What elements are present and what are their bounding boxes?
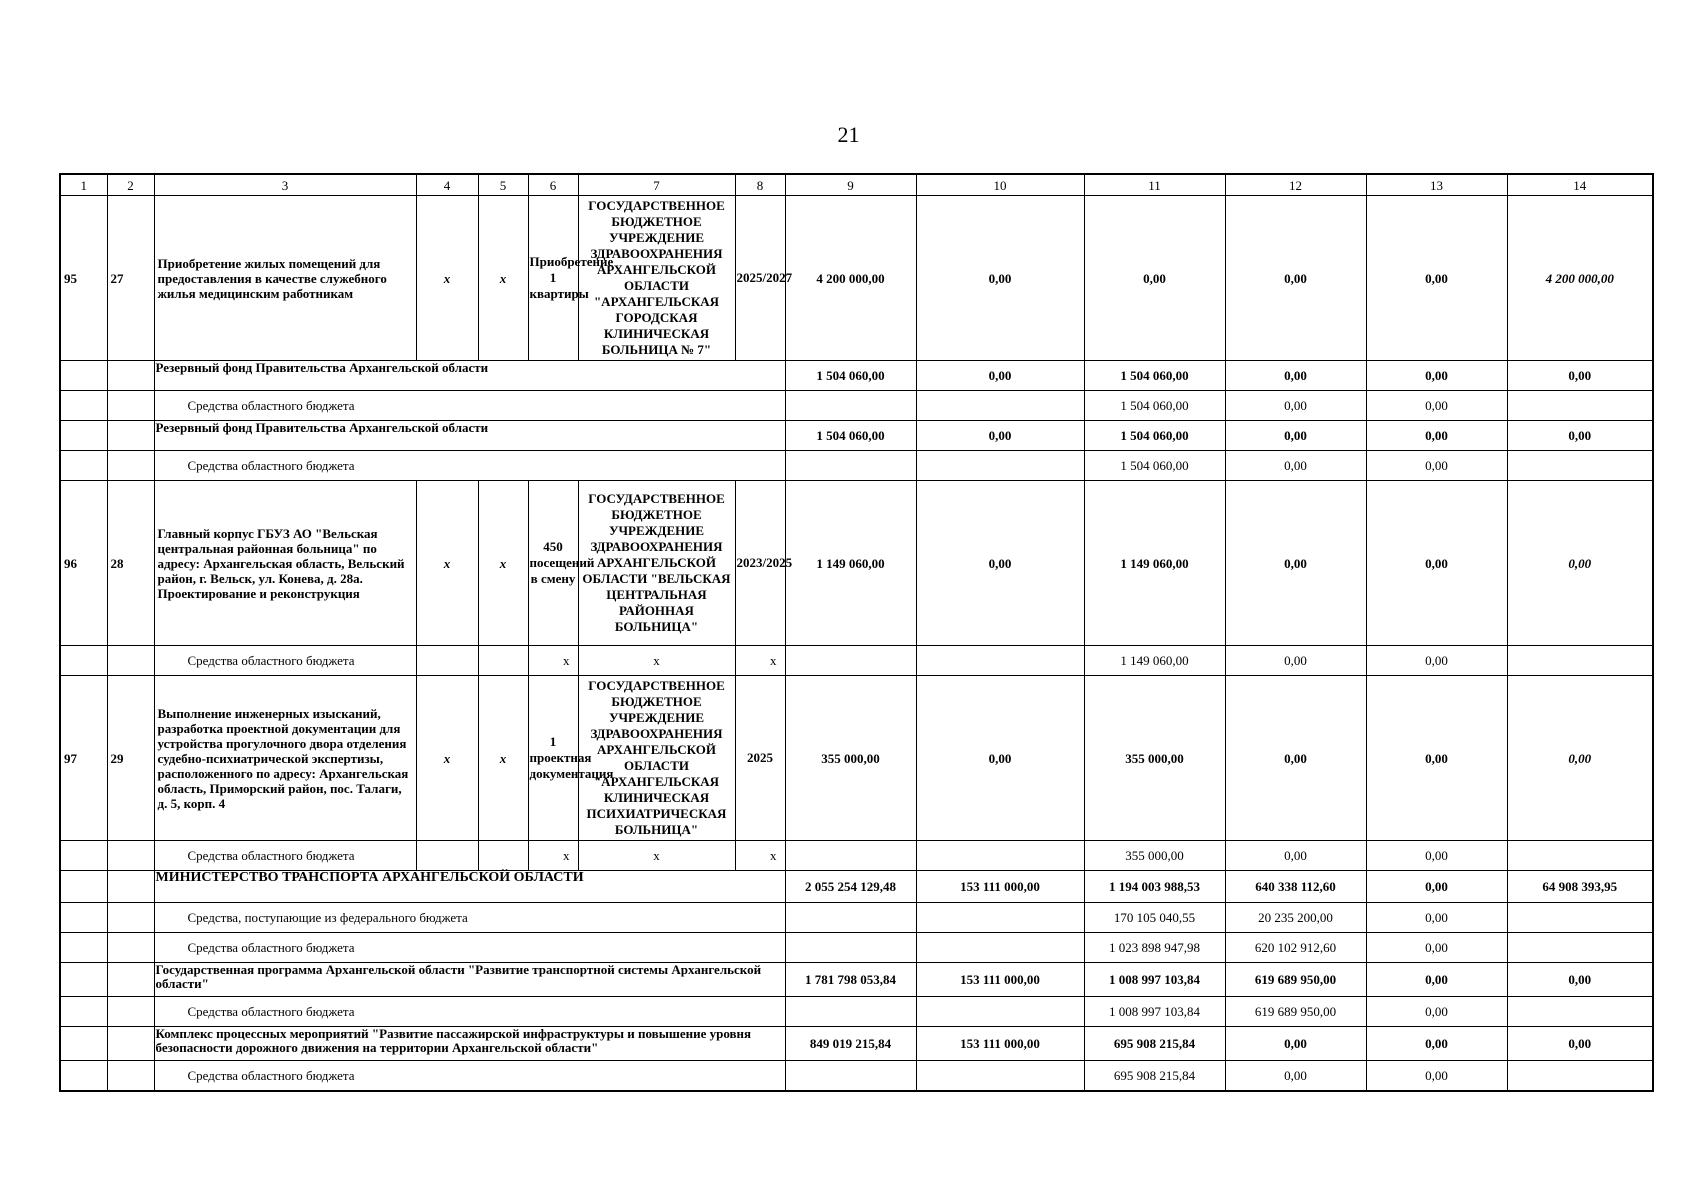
value-col-9: 1 781 798 053,84: [785, 963, 916, 997]
table-row-budget-source: [60, 391, 1653, 421]
col-header-6: 6: [528, 174, 578, 196]
value-col-13: 0,00: [1366, 646, 1507, 676]
col-header-13: 13: [1366, 174, 1507, 196]
value-col-11: 0,00: [1084, 196, 1225, 361]
value-col-9: 849 019 215,84: [785, 1027, 916, 1061]
value-col-11: 1 008 997 103,84: [1084, 997, 1225, 1027]
col-header-8: 8: [735, 174, 785, 196]
value-col-11: 1 149 060,00: [1084, 646, 1225, 676]
table-row-reserve-fund: [60, 421, 1653, 451]
value-col-12: 640 338 112,60: [1225, 871, 1366, 903]
row-sub-number: 28: [107, 481, 154, 646]
object-name: Выполнение инженерных изысканий, разработка проектной документации для устройства прогулочного двора отделения судебно-психиатрической экспертизы, расположенного по адресу: Архангельская область, Приморский район, пос. Талаги, д. 5, корп. 4: [154, 676, 416, 841]
value-col-10: 0,00: [916, 481, 1084, 646]
row-number: 96: [60, 481, 107, 646]
value-col-11: 1 008 997 103,84: [1084, 963, 1225, 997]
value-col-13: 0,00: [1366, 903, 1507, 933]
col-header-2: 2: [107, 174, 154, 196]
source-label: Средства областного бюджета: [154, 1061, 785, 1092]
section-label: Резервный фонд Правительства Архангельской области: [154, 361, 785, 391]
source-label: Средства областного бюджета: [154, 391, 785, 421]
value-col-13: 0,00: [1366, 1027, 1507, 1061]
budget-table: [59, 173, 1654, 1092]
col-header-5: 5: [478, 174, 528, 196]
value-col-13: 0,00: [1366, 963, 1507, 997]
source-label: Средства областного бюджета: [154, 646, 416, 676]
value-col-13: 0,00: [1366, 933, 1507, 963]
section-label: Резервный фонд Правительства Архангельской области: [154, 421, 785, 451]
value-col-14: 0,00: [1507, 676, 1653, 841]
value-col-14: 0,00: [1507, 963, 1653, 997]
budget-table-container: [59, 173, 1652, 1092]
column-number-header-row: [60, 174, 1653, 196]
col-header-14: 14: [1507, 174, 1653, 196]
value-col-12: 0,00: [1225, 391, 1366, 421]
value-col-12: 0,00: [1225, 481, 1366, 646]
value-col-12: 0,00: [1225, 646, 1366, 676]
value-col-13: 0,00: [1366, 421, 1507, 451]
period: 2025/2027: [735, 196, 785, 361]
value-col-11: 170 105 040,55: [1084, 903, 1225, 933]
value-col-11: 1 504 060,00: [1084, 391, 1225, 421]
cell-x: x: [528, 841, 578, 871]
value-col-13: 0,00: [1366, 361, 1507, 391]
capacity: 450 посещений в смену: [528, 481, 578, 646]
col-header-12: 12: [1225, 174, 1366, 196]
value-col-10: 0,00: [916, 361, 1084, 391]
col-header-1: 1: [60, 174, 107, 196]
value-col-14: 0,00: [1507, 421, 1653, 451]
col-header-9: 9: [785, 174, 916, 196]
cell-x: x: [416, 481, 478, 646]
period: 2023/2025: [735, 481, 785, 646]
object-name: Главный корпус ГБУЗ АО "Вельская центральная районная больница" по адресу: Архангельская область, Вельский район, г. Вельск, ул. Конева, д. 28а. Проектирование и реконструкция: [154, 481, 416, 646]
row-number: 95: [60, 196, 107, 361]
object-name: Приобретение жилых помещений для предоставления в качестве служебного жилья медицинским работникам: [154, 196, 416, 361]
value-col-11: 355 000,00: [1084, 676, 1225, 841]
value-col-10: 153 111 000,00: [916, 871, 1084, 903]
value-col-10: 0,00: [916, 196, 1084, 361]
value-col-9: 2 055 254 129,48: [785, 871, 916, 903]
source-label: Средства, поступающие из федерального бюджета: [154, 903, 785, 933]
table-row-ministry: [60, 871, 1653, 903]
table-row-96: [60, 481, 1653, 646]
col-header-7: 7: [578, 174, 735, 196]
row-sub-number: 27: [107, 196, 154, 361]
table-row-complex: [60, 1027, 1653, 1061]
customer: ГОСУДАРСТВЕННОЕ БЮДЖЕТНОЕ УЧРЕЖДЕНИЕ ЗДРАВООХРАНЕНИЯ АРХАНГЕЛЬСКОЙ ОБЛАСТИ "АРХАНГЕЛЬСКАЯ КЛИНИЧЕСКАЯ ПСИХИАТРИЧЕСКАЯ БОЛЬНИЦА": [578, 676, 735, 841]
value-col-14: 4 200 000,00: [1507, 196, 1653, 361]
table-row-budget-source: [60, 646, 1653, 676]
value-col-10: 0,00: [916, 676, 1084, 841]
value-col-13: 0,00: [1366, 1061, 1507, 1092]
section-label: Комплекс процессных мероприятий "Развитие пассажирской инфраструктуры и повышение уровня безопасности дорожного движения на территории Архангельской области": [154, 1027, 785, 1061]
value-col-9: 1 504 060,00: [785, 421, 916, 451]
value-col-11: 1 194 003 988,53: [1084, 871, 1225, 903]
section-label: МИНИСТЕРСТВО ТРАНСПОРТА АРХАНГЕЛЬСКОЙ ОБЛАСТИ: [154, 871, 785, 903]
value-col-9: 1 149 060,00: [785, 481, 916, 646]
value-col-11: 1 504 060,00: [1084, 451, 1225, 481]
cell-x: x: [735, 646, 785, 676]
value-col-12: 0,00: [1225, 841, 1366, 871]
value-col-13: 0,00: [1366, 451, 1507, 481]
period: 2025: [735, 676, 785, 841]
value-col-13: 0,00: [1366, 676, 1507, 841]
source-label: Средства областного бюджета: [154, 997, 785, 1027]
col-header-4: 4: [416, 174, 478, 196]
value-col-9: 355 000,00: [785, 676, 916, 841]
table-row-budget-source: [60, 451, 1653, 481]
value-col-10: 0,00: [916, 421, 1084, 451]
value-col-13: 0,00: [1366, 481, 1507, 646]
value-col-11: 1 023 898 947,98: [1084, 933, 1225, 963]
table-row-97: [60, 676, 1653, 841]
section-label: Государственная программа Архангельской области "Развитие транспортной системы Архангельской области": [154, 963, 785, 997]
cell-x: x: [735, 841, 785, 871]
value-col-12: 20 235 200,00: [1225, 903, 1366, 933]
cell-x: x: [578, 646, 735, 676]
row-number: 97: [60, 676, 107, 841]
value-col-12: 0,00: [1225, 421, 1366, 451]
row-sub-number: 29: [107, 676, 154, 841]
cell-x: x: [578, 841, 735, 871]
value-col-13: 0,00: [1366, 391, 1507, 421]
source-label: Средства областного бюджета: [154, 933, 785, 963]
value-col-10: 153 111 000,00: [916, 1027, 1084, 1061]
value-col-14: 0,00: [1507, 1027, 1653, 1061]
table-row-budget-source: [60, 997, 1653, 1027]
cell-x: x: [416, 676, 478, 841]
value-col-14: 0,00: [1507, 481, 1653, 646]
value-col-11: 355 000,00: [1084, 841, 1225, 871]
cell-x: x: [416, 196, 478, 361]
cell-x: x: [478, 196, 528, 361]
table-row-reserve-fund: [60, 361, 1653, 391]
value-col-12: 0,00: [1225, 1061, 1366, 1092]
value-col-11: 1 504 060,00: [1084, 361, 1225, 391]
value-col-12: 620 102 912,60: [1225, 933, 1366, 963]
cell-x: x: [528, 646, 578, 676]
value-col-9: 4 200 000,00: [785, 196, 916, 361]
value-col-12: 0,00: [1225, 196, 1366, 361]
table-row-95: [60, 196, 1653, 361]
value-col-10: 153 111 000,00: [916, 963, 1084, 997]
value-col-13: 0,00: [1366, 841, 1507, 871]
source-label: Средства областного бюджета: [154, 451, 785, 481]
value-col-12: 619 689 950,00: [1225, 997, 1366, 1027]
value-col-11: 1 149 060,00: [1084, 481, 1225, 646]
value-col-13: 0,00: [1366, 196, 1507, 361]
capacity: 1 проектная документация: [528, 676, 578, 841]
table-row-program: [60, 963, 1653, 997]
cell-x: x: [478, 481, 528, 646]
customer: ГОСУДАРСТВЕННОЕ БЮДЖЕТНОЕ УЧРЕЖДЕНИЕ ЗДРАВООХРАНЕНИЯ АРХАНГЕЛЬСКОЙ ОБЛАСТИ "ВЕЛЬСКАЯ ЦЕНТРАЛЬНАЯ РАЙОННАЯ БОЛЬНИЦА": [578, 481, 735, 646]
value-col-12: 0,00: [1225, 451, 1366, 481]
value-col-12: 0,00: [1225, 361, 1366, 391]
value-col-12: 619 689 950,00: [1225, 963, 1366, 997]
cell-x: x: [478, 676, 528, 841]
table-row-budget-source: [60, 933, 1653, 963]
capacity: Приобретение 1 квартиры: [528, 196, 578, 361]
table-row-budget-source: [60, 841, 1653, 871]
value-col-13: 0,00: [1366, 871, 1507, 903]
customer: ГОСУДАРСТВЕННОЕ БЮДЖЕТНОЕ УЧРЕЖДЕНИЕ ЗДРАВООХРАНЕНИЯ АРХАНГЕЛЬСКОЙ ОБЛАСТИ "АРХАНГЕЛЬСКАЯ ГОРОДСКАЯ КЛИНИЧЕСКАЯ БОЛЬНИЦА № 7": [578, 196, 735, 361]
value-col-11: 1 504 060,00: [1084, 421, 1225, 451]
col-header-3: 3: [154, 174, 416, 196]
page-number: 21: [837, 122, 860, 147]
value-col-13: 0,00: [1366, 997, 1507, 1027]
value-col-11: 695 908 215,84: [1084, 1061, 1225, 1092]
table-row-budget-source: [60, 1061, 1653, 1092]
col-header-11: 11: [1084, 174, 1225, 196]
col-header-10: 10: [916, 174, 1084, 196]
source-label: Средства областного бюджета: [154, 841, 416, 871]
value-col-14: 64 908 393,95: [1507, 871, 1653, 903]
value-col-12: 0,00: [1225, 676, 1366, 841]
value-col-12: 0,00: [1225, 1027, 1366, 1061]
table-row-budget-source: [60, 903, 1653, 933]
value-col-11: 695 908 215,84: [1084, 1027, 1225, 1061]
value-col-9: 1 504 060,00: [785, 361, 916, 391]
value-col-14: 0,00: [1507, 361, 1653, 391]
